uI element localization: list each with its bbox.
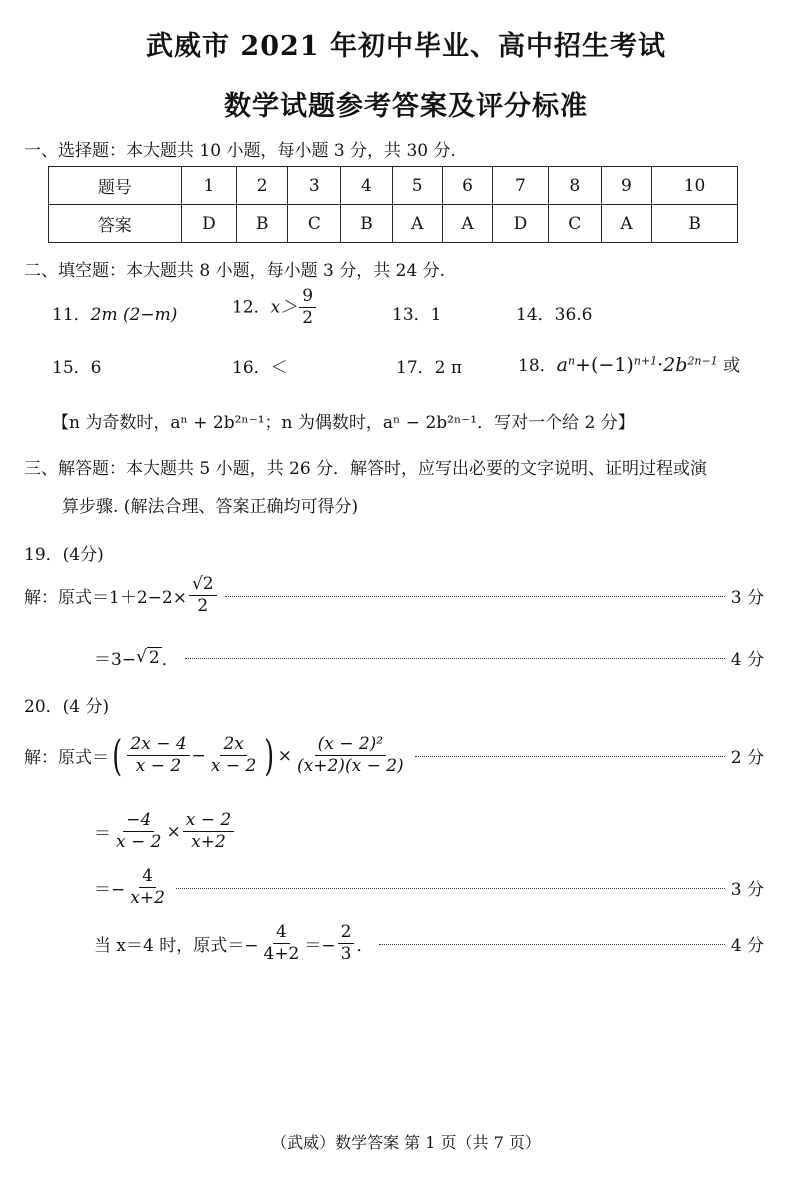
denominator: 3 bbox=[340, 944, 352, 965]
table-cell: 9 bbox=[601, 167, 651, 205]
numerator: 4 bbox=[139, 866, 156, 888]
section-solve-heading: 三、解答题：本大题共 5 小题，共 26 分．解答时，应写出必要的文字说明、证明过程或演 bbox=[24, 459, 708, 479]
table-cell: 答案 bbox=[49, 205, 182, 243]
q20-fraction-5 bbox=[183, 810, 234, 854]
times-sign: × bbox=[166, 821, 181, 842]
score: 3 分 bbox=[730, 880, 764, 901]
score: 3 分 bbox=[730, 588, 764, 609]
section-choice-heading: 一、选择题：本大题共 10 小题，每小题 3 分，共 30 分. bbox=[24, 141, 456, 161]
table-cell: 2 bbox=[237, 167, 288, 205]
table-cell: D bbox=[181, 205, 236, 243]
numerator: −4 bbox=[123, 810, 154, 832]
table-cell: 10 bbox=[652, 167, 738, 205]
q20-line3 bbox=[94, 866, 764, 910]
table-row bbox=[49, 167, 738, 205]
answer-14: 14．36.6 bbox=[516, 305, 593, 325]
table-cell: 7 bbox=[493, 167, 548, 205]
answer-17: 17．2 π bbox=[396, 358, 463, 378]
denominator: x+2 bbox=[191, 832, 226, 853]
answer-18 bbox=[518, 351, 740, 376]
fill-note: 【n 为奇数时，aⁿ + 2b²ⁿ⁻¹；n 为偶数时，aⁿ − 2b²ⁿ⁻¹．写对一个给 2 分】 bbox=[52, 413, 635, 433]
q18-or: 或 bbox=[717, 356, 741, 376]
title-sub: 数学试题参考答案及评分标准 bbox=[224, 91, 588, 122]
q18-exp2: n+1 bbox=[633, 354, 658, 368]
numerator: (x − 2)² bbox=[315, 734, 387, 756]
q19-fraction bbox=[189, 574, 217, 618]
numerator: 9 bbox=[299, 286, 316, 308]
q20-fraction-3 bbox=[294, 734, 407, 778]
table-cell: 8 bbox=[548, 167, 601, 205]
table-cell: 4 bbox=[341, 167, 392, 205]
q18-exp: n bbox=[567, 354, 576, 368]
denominator: 2 bbox=[197, 596, 209, 617]
denominator: x − 2 bbox=[116, 832, 162, 853]
dot-leader bbox=[415, 755, 725, 757]
table-cell: 3 bbox=[288, 167, 341, 205]
q20-fraction-7 bbox=[260, 922, 302, 966]
table-cell: 题号 bbox=[49, 167, 182, 205]
dot-leader bbox=[379, 943, 724, 945]
equals: ＝ bbox=[94, 824, 111, 845]
table-cell: B bbox=[237, 205, 288, 243]
minus-sign: − bbox=[191, 745, 206, 766]
denominator: x − 2 bbox=[210, 756, 257, 777]
score: 2 分 bbox=[730, 748, 764, 769]
q20-expr: 解：原式＝ bbox=[24, 748, 109, 769]
table-row bbox=[49, 205, 738, 243]
table-cell: D bbox=[493, 205, 548, 243]
equals-minus: ＝− bbox=[304, 936, 336, 957]
period: ． bbox=[161, 650, 179, 670]
section-fill-heading: 二、填空题：本大题共 8 小题，每小题 3 分，共 24 分. bbox=[24, 261, 446, 281]
q20-line1 bbox=[24, 730, 764, 780]
q20-fraction-8 bbox=[338, 922, 355, 966]
q11-value: 2m (2−m) bbox=[90, 305, 178, 325]
q19-expr: 解：原式＝1＋2−2× bbox=[24, 588, 187, 609]
denominator: x+2 bbox=[130, 888, 165, 909]
q19-line1 bbox=[24, 574, 764, 618]
table-cell: 5 bbox=[392, 167, 442, 205]
q20-line2 bbox=[94, 810, 236, 854]
answer-13: 13．1 bbox=[392, 305, 442, 325]
q18-exp3: 2n−1 bbox=[687, 354, 718, 368]
numerator: 2x bbox=[220, 734, 246, 756]
right-paren: ) bbox=[264, 730, 275, 780]
q19-line2 bbox=[94, 645, 764, 670]
times-sign: × bbox=[277, 745, 293, 766]
q20-line4 bbox=[94, 922, 764, 966]
answer-table bbox=[48, 166, 738, 243]
equals-minus: ＝− bbox=[94, 880, 126, 901]
sqrt-symbol: √ 2 bbox=[136, 647, 160, 668]
left-paren: ( bbox=[112, 730, 123, 780]
q20-heading: 20．(4 分) bbox=[24, 697, 110, 717]
numerator: 4 bbox=[273, 922, 290, 944]
period: ． bbox=[356, 936, 374, 957]
q20-fraction-2 bbox=[208, 734, 259, 778]
q18-base: a bbox=[556, 354, 568, 376]
answer-15: 15．6 bbox=[52, 358, 102, 378]
q18-term2: ·2b bbox=[657, 354, 688, 376]
q11-label: 11． bbox=[52, 305, 91, 325]
denominator: 2 bbox=[302, 308, 314, 329]
denominator: (x+2)(x − 2) bbox=[297, 756, 404, 777]
answer-12 bbox=[232, 286, 318, 330]
table-cell: A bbox=[601, 205, 651, 243]
dot-leader bbox=[185, 657, 725, 659]
denominator: 4+2 bbox=[263, 944, 300, 965]
q12-value: x＞ bbox=[270, 297, 298, 318]
page-footer: （武威）数学答案 第 1 页（共 7 页） bbox=[271, 1133, 541, 1152]
table-cell: 6 bbox=[442, 167, 492, 205]
q20-fraction-6 bbox=[127, 866, 168, 910]
q19-result: ＝3− bbox=[94, 650, 137, 670]
dot-leader bbox=[176, 887, 725, 889]
answer-16: 16．＜ bbox=[232, 358, 288, 378]
table-cell: C bbox=[548, 205, 601, 243]
q20-fraction-1 bbox=[127, 734, 189, 778]
q12-fraction bbox=[299, 286, 316, 330]
section-solve-heading-cont: 算步骤. (解法合理、答案正确均可得分) bbox=[62, 497, 359, 517]
denominator: x − 2 bbox=[135, 756, 182, 777]
q18-label: 18． bbox=[518, 356, 557, 376]
score: 4 分 bbox=[730, 936, 764, 957]
q18-term: +(−1) bbox=[575, 354, 634, 376]
q20-substitution: 当 x＝4 时，原式＝− bbox=[94, 936, 259, 957]
q20-fraction-4 bbox=[113, 810, 164, 854]
radicand: 2 bbox=[148, 648, 160, 668]
q19-heading: 19．(4分) bbox=[24, 545, 104, 565]
table-cell: B bbox=[652, 205, 738, 243]
table-cell: A bbox=[392, 205, 442, 243]
table-cell: B bbox=[341, 205, 392, 243]
table-cell: A bbox=[442, 205, 492, 243]
q12-label: 12． bbox=[232, 297, 271, 318]
table-cell: 1 bbox=[181, 167, 236, 205]
numerator: 2 bbox=[338, 922, 355, 944]
numerator: x − 2 bbox=[183, 810, 234, 832]
table-cell: C bbox=[288, 205, 341, 243]
numerator: 2x − 4 bbox=[127, 734, 189, 756]
dot-leader bbox=[225, 595, 725, 597]
answer-11 bbox=[52, 300, 177, 325]
score: 4 分 bbox=[730, 650, 764, 670]
title-main: 武威市 2021 年初中毕业、高中招生考试 bbox=[146, 31, 666, 62]
numerator: √2 bbox=[189, 574, 217, 596]
